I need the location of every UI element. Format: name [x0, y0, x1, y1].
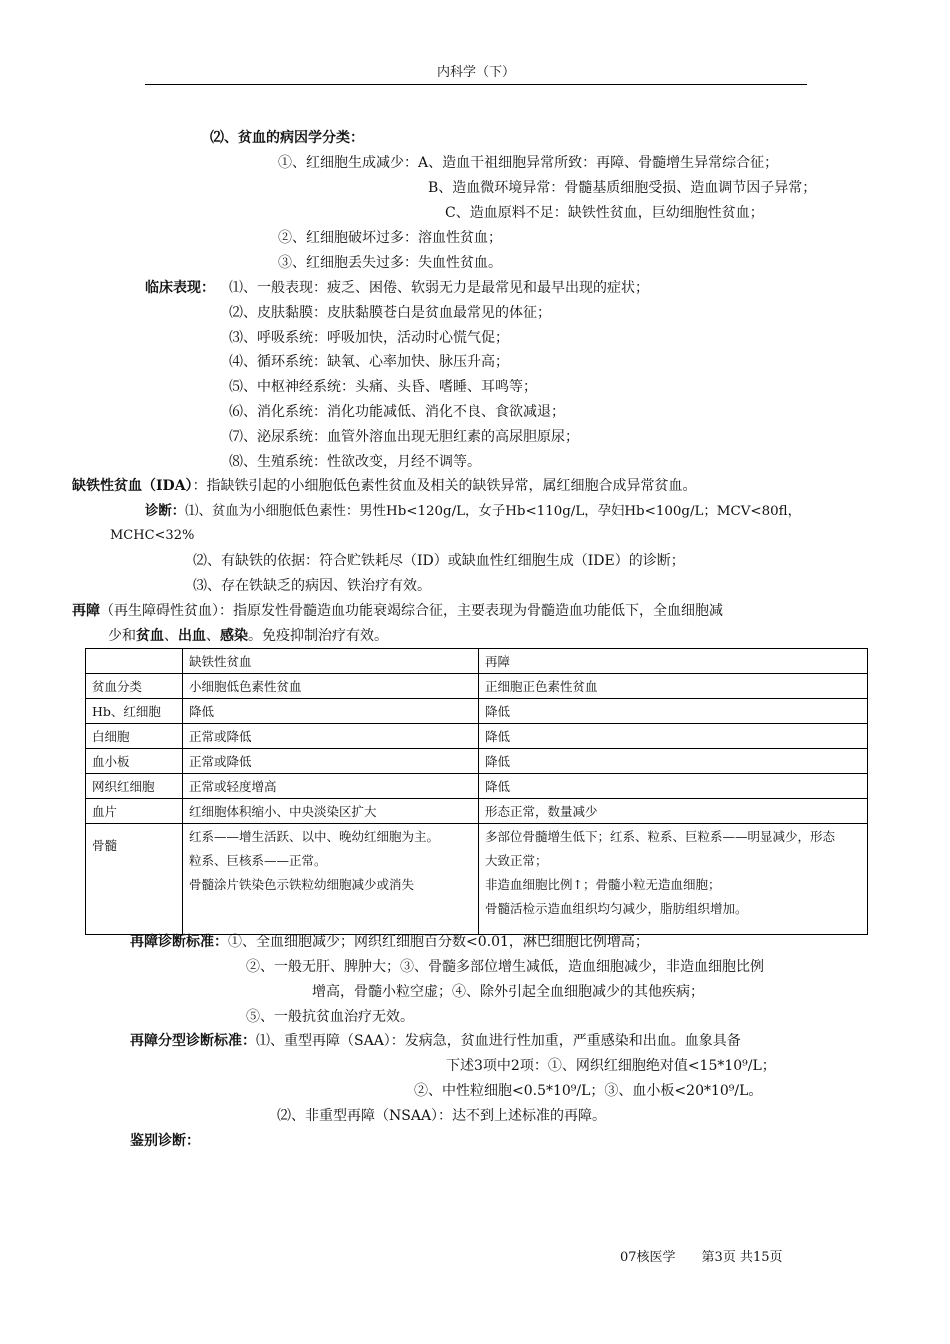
page-footer: 07核医学 第3页 共15页	[620, 1250, 783, 1265]
aa-type-label: 再障分型诊断标准：	[130, 1033, 256, 1049]
clinical-label: 临床表现：	[145, 280, 215, 296]
table-row	[86, 699, 868, 724]
table-cell: 血片	[86, 799, 183, 824]
marrow-ida-line: 粒系、巨核系——正常。	[189, 853, 327, 868]
aa-keyword-bleeding: 出血	[178, 628, 206, 644]
clinical-item: ⑺、泌尿系统：血管外溶血出现无胆红素的高尿胆原尿；	[229, 429, 579, 445]
marrow-ida-line: 红系——增生活跃、以中、晚幼红细胞为主。	[189, 829, 440, 844]
page-header: 内科学（下）	[436, 65, 515, 80]
aa-dx-2: ②、一般无肝、脾肿大；③、骨髓多部位增生减低，造血细胞减少，非造血细胞比例	[246, 959, 764, 975]
ida-dx-3: ⑶、存在铁缺乏的病因、铁治疗有效。	[193, 578, 431, 594]
ida-dx-2: ⑵、有缺铁的依据：符合贮铁耗尽（ID）或缺血性红细胞生成（IDE）的诊断；	[193, 553, 685, 569]
table-cell: 贫血分类	[86, 674, 183, 699]
marrow-aa-line: 多部位骨髓增生低下；红系、粒系、巨粒系——明显减少，形态	[485, 829, 836, 844]
clinical-item: ⑵、皮肤黏膜：皮肤黏膜苍白是贫血最常见的体征；	[229, 305, 551, 321]
aa-type-2: 下述3项中2项：①、网织红细胞绝对值<15*10⁹/L；	[446, 1058, 776, 1074]
aa-type-4: ⑵、非重型再障（NSAA）：达不到上述标准的再障。	[277, 1108, 607, 1124]
marrow-ida-line: 骨髓涂片铁染色示铁粒幼细胞减少或消失	[189, 877, 415, 892]
header-rule	[145, 84, 807, 85]
aa-def-text: 少和	[108, 628, 136, 644]
table-cell-marrow-aa	[479, 824, 868, 935]
clinical-item: ⑸、中枢神经系统：头痛、头昏、嗜睡、耳鸣等；	[229, 379, 537, 395]
marrow-aa-line: 大致正常；	[485, 853, 548, 868]
ida-term: 缺铁性贫血（IDA）	[72, 478, 193, 494]
differential-label: 鉴别诊断：	[130, 1133, 200, 1149]
classification-line-5: ③、红细胞丢失过多：失血性贫血。	[278, 255, 502, 271]
aa-keyword-infection: 感染	[220, 628, 248, 644]
ida-dx-label: 诊断：	[145, 503, 186, 519]
ida-dx-1-cont: MCHC<32%	[110, 528, 195, 543]
clinical-item: ⑹、消化系统：消化功能减低、消化不良、食欲减退；	[229, 404, 565, 420]
table-cell: 小细胞低色素性贫血	[183, 674, 479, 699]
table-cell: 骨髓	[86, 824, 183, 935]
clinical-item: ⑴、一般表现：疲乏、困倦、软弱无力是最常见和最早出现的症状；	[229, 280, 649, 296]
aa-type-line-1	[130, 1031, 741, 1051]
anemia-classification-title: ⑵、贫血的病因学分类：	[210, 130, 364, 146]
aa-definition-cont	[108, 626, 388, 646]
clinical-item: ⑶、呼吸系统：呼吸加快，活动时心慌气促；	[229, 330, 509, 346]
comparison-table	[85, 648, 868, 935]
classification-line-2: B、造血微环境异常：骨髓基质细胞受损、造血调节因子异常；	[428, 180, 817, 196]
table-row	[86, 724, 868, 749]
marrow-aa-line: 非造血细胞比例↑；骨髓小粒无造血细胞；	[485, 877, 721, 892]
table-cell: 正常或轻度增高	[183, 774, 479, 799]
clinical-item: ⑻、生殖系统：性欲改变，月经不调等。	[229, 454, 481, 470]
table-cell: 形态正常，数量减少	[479, 799, 868, 824]
aa-dx-4: ⑤、一般抗贫血治疗无效。	[246, 1009, 414, 1025]
aa-def-sep: 、	[206, 628, 220, 644]
aa-def-text: 。免疫抑制治疗有效。	[248, 628, 388, 644]
clinical-item: ⑷、循环系统：缺氧、心率加快、脉压升高；	[229, 354, 509, 370]
table-row	[86, 799, 868, 824]
aa-dx-1: ①、全血细胞减少；网织红细胞百分数<0.01，淋巴细胞比例增高；	[228, 934, 649, 950]
table-cell: 降低	[479, 774, 868, 799]
aa-term: 再障	[72, 603, 100, 619]
table-row	[86, 774, 868, 799]
table-cell: 降低	[479, 724, 868, 749]
table-row	[86, 674, 868, 699]
table-cell: 白细胞	[86, 724, 183, 749]
table-cell: 血小板	[86, 749, 183, 774]
table-cell: 降低	[479, 699, 868, 724]
table-cell-marrow-ida	[183, 824, 479, 935]
table-header-cell	[86, 649, 183, 674]
table-cell: 正常或降低	[183, 749, 479, 774]
ida-definition	[72, 476, 697, 496]
ida-dx-line-1	[145, 501, 801, 522]
classification-line-1: ①、红细胞生成减少：A、造血干祖细胞异常所致：再障、骨髓增生异常综合征；	[278, 155, 779, 171]
aa-def-1: （再生障碍性贫血）：指原发性骨髓造血功能衰竭综合征，主要表现为骨髓造血功能低下，全血细胞减	[100, 603, 723, 619]
aa-type-3: ②、中性粒细胞<0.5*10⁹/L；③、血小板<20*10⁹/L。	[414, 1083, 763, 1099]
table-cell: 降低	[183, 699, 479, 724]
table-cell: 红细胞体积缩小、中央淡染区扩大	[183, 799, 479, 824]
table-header-row	[86, 649, 868, 674]
aa-def-sep: 、	[164, 628, 178, 644]
table-header-cell: 缺铁性贫血	[183, 649, 479, 674]
classification-line-3: C、造血原料不足：缺铁性贫血，巨幼细胞性贫血；	[445, 205, 764, 221]
table-header-cell: 再障	[479, 649, 868, 674]
table-row	[86, 749, 868, 774]
table-cell: 正常或降低	[183, 724, 479, 749]
table-cell: 降低	[479, 749, 868, 774]
aa-type-1: ⑴、重型再障（SAA）：发病急，贫血进行性加重，严重感染和出血。血象具备	[256, 1033, 741, 1049]
table-cell: Hb、红细胞	[86, 699, 183, 724]
table-cell: 正细胞正色素性贫血	[479, 674, 868, 699]
aa-dx-line-1	[130, 932, 649, 952]
aa-keyword-anemia: 贫血	[136, 628, 164, 644]
classification-line-4: ②、红细胞破坏过多：溶血性贫血；	[278, 230, 502, 246]
marrow-aa-line: 骨髓活检示造血组织均匀减少，脂肪组织增加。	[485, 901, 748, 916]
table-cell: 网织红细胞	[86, 774, 183, 799]
ida-def-text: ：指缺铁引起的小细胞低色素性贫血及相关的缺铁异常，属红细胞合成异常贫血。	[192, 478, 697, 494]
aa-dx-label: 再障诊断标准：	[130, 934, 228, 950]
table-row-marrow	[86, 824, 868, 935]
aa-dx-3: 增高，骨髓小粒空虚；④、除外引起全血细胞减少的其他疾病；	[312, 984, 704, 1000]
ida-dx-1: ⑴、贫血为小细胞低色素性：男性Hb<120g/L，女子Hb<110g/L，孕妇Hb<100g/L；MCV<80fl，	[185, 504, 801, 519]
aa-definition	[72, 601, 723, 621]
